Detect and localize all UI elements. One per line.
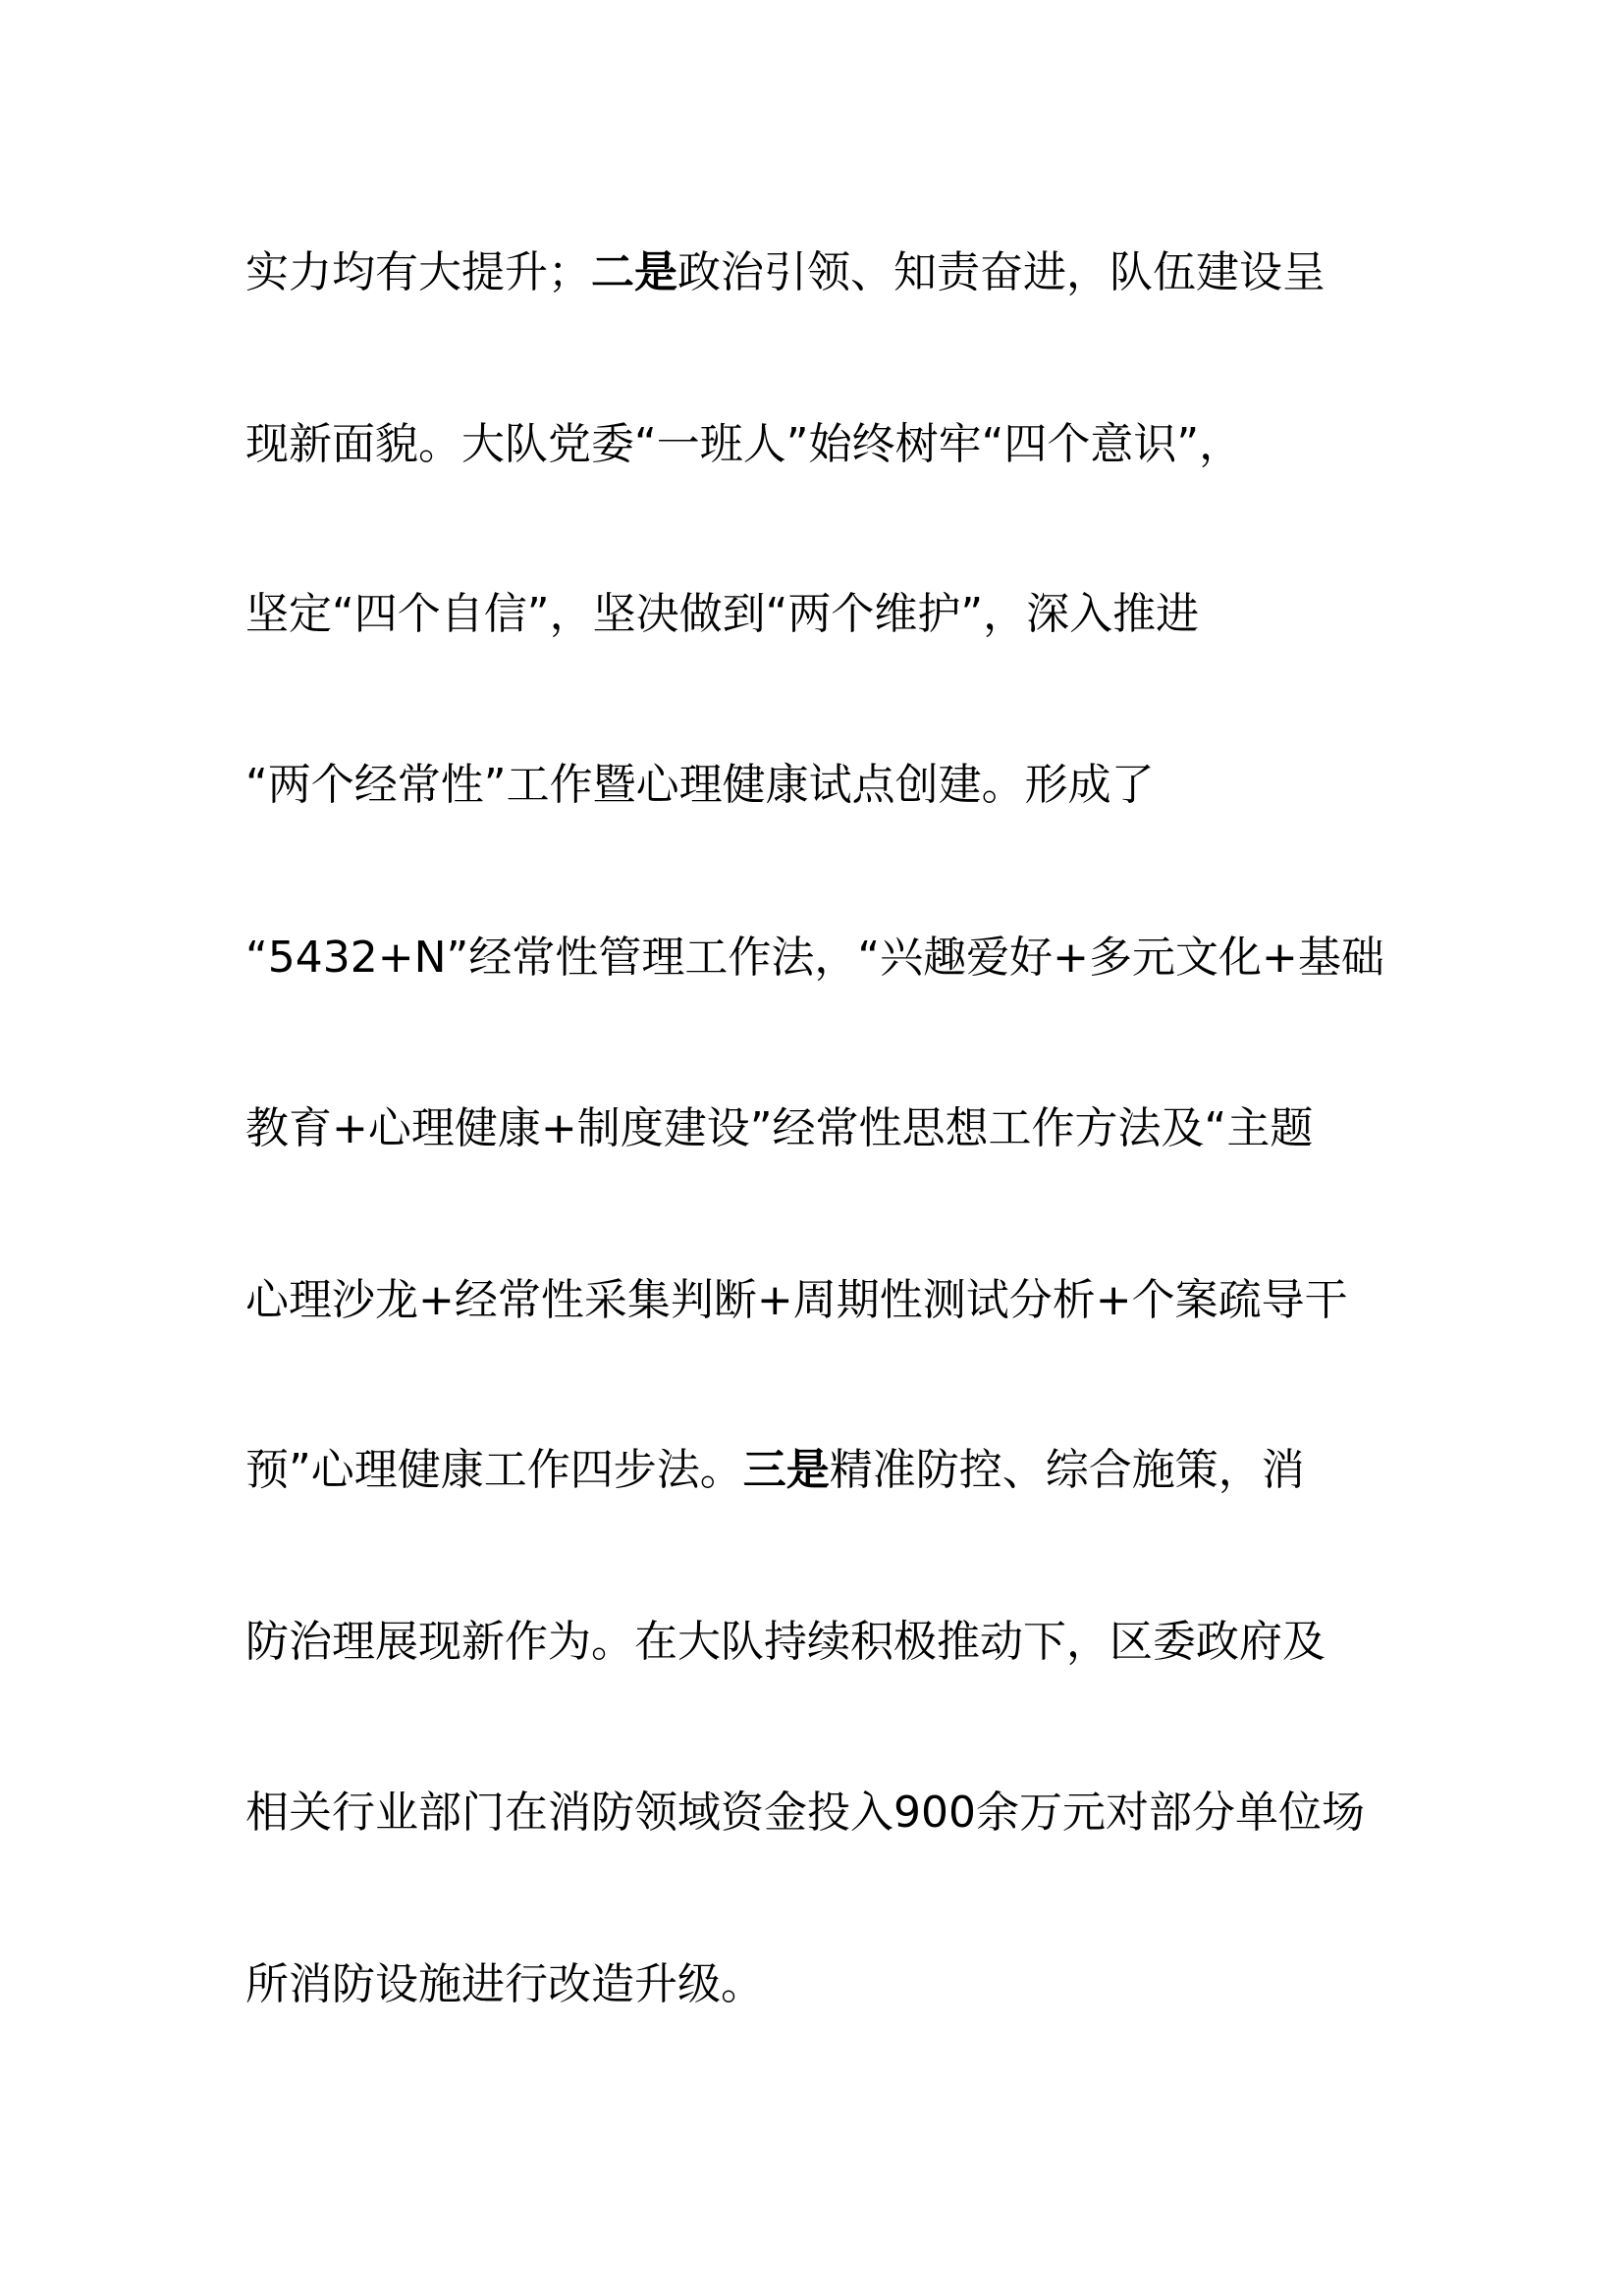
line-2-segment-1: 现新面貌。大队党委“一班人”始终树牢“四个意识”， (245, 419, 1243, 469)
text-line-4 (245, 756, 1155, 815)
line-8-segment-3: 精准防控、综合施策，消 (829, 1445, 1305, 1495)
line-4-segment-1: “两个经常性”工作暨心理健康试点创建。形成了 (245, 760, 1155, 810)
line-3-segment-1: 坚定“四个自信”，坚决做到“两个维护”，深入推进 (245, 589, 1200, 639)
text-line-7 (245, 1271, 1348, 1330)
text-line-10 (245, 1784, 1365, 1842)
line-6-segment-1: 教育+心理健康+制度建设”经常性思想工作方法及“主题 (245, 1103, 1314, 1153)
text-line-11 (245, 1955, 764, 2014)
line-1-segment-1: 实力均有大提升； (245, 247, 591, 297)
line-9-segment-1: 防治理展现新作为。在大队持续积极推动下，区委政府及 (245, 1617, 1325, 1667)
line-7-segment-1: 心理沙龙+经常性采集判断+周期性测试分析+个案疏导干 (245, 1275, 1348, 1325)
text-line-5 (245, 929, 1384, 988)
line-1-segment-3: 政治引领、知责奋进，队伍建设呈 (677, 247, 1325, 297)
text-line-3 (245, 585, 1199, 644)
text-line-8 (245, 1441, 1305, 1500)
line-8-bold-marker: 三是 (742, 1445, 830, 1495)
text-line-6 (245, 1099, 1313, 1158)
line-1-bold-marker: 二是 (591, 247, 677, 297)
line-10-segment-1: 相关行业部门在消防领域资金投入900余万元对部分单位场 (245, 1788, 1365, 1838)
text-line-2 (245, 415, 1242, 474)
text-line-1 (245, 243, 1325, 302)
line-5-segment-1: “5432+N”经常性管理工作法，“兴趣爱好+多元文化+基础 (245, 933, 1384, 983)
line-8-segment-1: 预”心理健康工作四步法。 (245, 1445, 743, 1495)
line-11-segment-1: 所消防设施进行改造升级。 (245, 1959, 764, 2009)
text-line-9 (245, 1613, 1325, 1672)
